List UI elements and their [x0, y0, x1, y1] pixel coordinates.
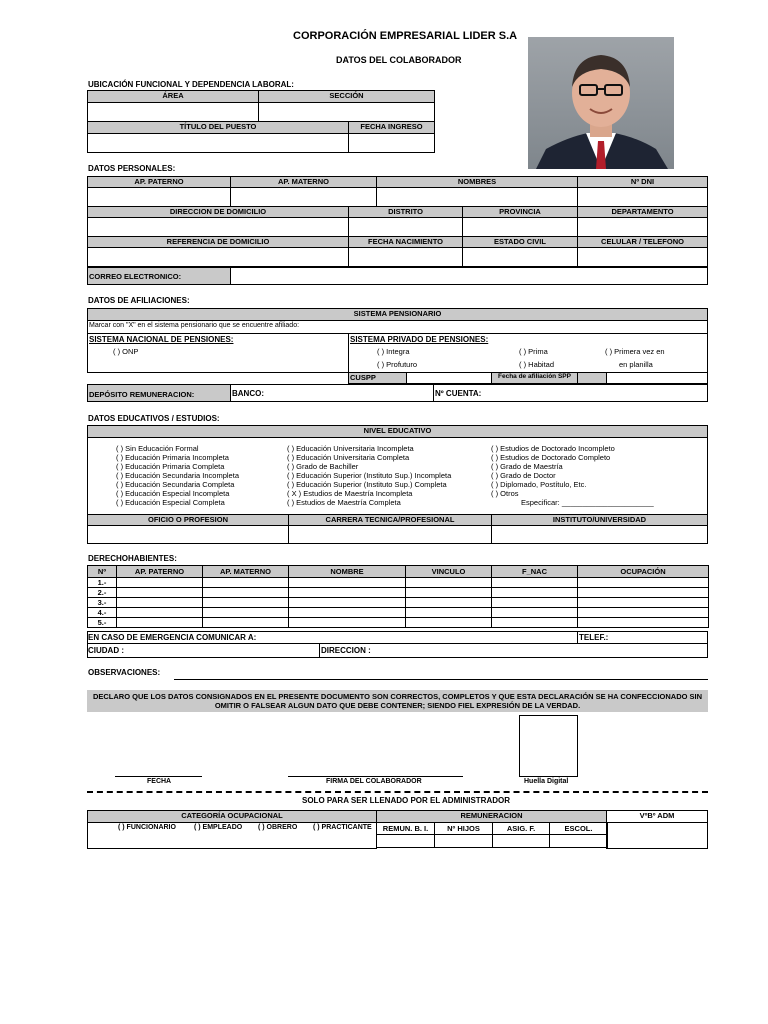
section-afiliaciones: DATOS DE AFILIACIONES:	[88, 296, 190, 305]
celular-input[interactable]	[577, 247, 708, 267]
cut-line	[87, 791, 708, 793]
rem-col: ESCOL.	[550, 823, 608, 835]
edu-option-selected[interactable]: ( X ) Estudios de Maestría Incompleta	[287, 489, 413, 498]
option-empleado[interactable]: ( ) EMPLEADO	[194, 824, 243, 831]
vb-adm-input[interactable]	[606, 822, 708, 849]
direccion-input[interactable]	[87, 217, 349, 237]
label-fecha: FECHA	[147, 778, 172, 785]
carrera-input[interactable]	[288, 525, 492, 544]
titulo-puesto-input[interactable]	[87, 133, 349, 153]
oficio-input[interactable]	[87, 525, 289, 544]
header-instituto: INSTITUTO/UNIVERSIDAD	[491, 514, 708, 526]
option-practicante[interactable]: ( ) PRACTICANTE	[313, 824, 372, 831]
header-dni: Nº DNI	[577, 176, 708, 188]
header-titulo-puesto: TÍTULO DEL PUESTO	[87, 121, 349, 134]
rem-col: Nº HIJOS	[435, 823, 493, 835]
instituto-input[interactable]	[491, 525, 708, 544]
option-obrero[interactable]: ( ) OBRERO	[258, 824, 298, 831]
header-ap-paterno: AP. PATERNO	[87, 176, 231, 188]
table-cell[interactable]	[289, 598, 406, 608]
table-cell[interactable]	[492, 618, 578, 628]
table-cell[interactable]	[117, 608, 203, 618]
table-cell[interactable]	[203, 578, 289, 588]
header-vb-adm: VºBº ADM	[606, 810, 708, 823]
rem-col: REMUN. B. I.	[377, 823, 435, 835]
fecha-spp-input[interactable]	[606, 372, 708, 384]
table-cell[interactable]	[578, 608, 709, 618]
table-row	[88, 608, 709, 618]
rem-cell[interactable]	[435, 835, 493, 848]
edu-option[interactable]: ( ) Educación Universitaria Incompleta	[287, 444, 414, 453]
edu-option[interactable]: ( ) Educación Especial Incompleta	[116, 489, 230, 498]
rem-cell[interactable]	[550, 835, 608, 848]
row-number: 4.-	[88, 608, 117, 618]
row-number: 2.-	[88, 588, 117, 598]
edu-option[interactable]: ( ) Educación Primaria Completa	[116, 462, 225, 471]
label-emergencia: EN CASO DE EMERGENCIA COMUNICAR A:	[88, 633, 257, 642]
option-onp[interactable]: ( ) ONP	[113, 347, 139, 356]
option-prima[interactable]: ( ) Prima	[519, 347, 548, 356]
edu-option[interactable]: ( ) Educación Superior (Instituto Sup.) Completa	[287, 480, 447, 489]
table-cell[interactable]	[406, 578, 492, 588]
table-cell[interactable]	[289, 608, 406, 618]
header-referencia: REFERENCIA DE DOMICILIO	[87, 236, 349, 248]
departamento-input[interactable]	[577, 217, 708, 237]
header-distrito: DISTRITO	[348, 206, 463, 218]
table-cell[interactable]	[289, 588, 406, 598]
table-cell[interactable]	[117, 578, 203, 588]
edu-option[interactable]: ( ) Estudios de Doctorado Completo	[491, 453, 611, 462]
nombres-input[interactable]	[376, 187, 578, 207]
table-cell[interactable]	[203, 588, 289, 598]
especificar-field[interactable]: Especificar: ______________________	[521, 498, 654, 507]
table-cell[interactable]	[406, 588, 492, 598]
header-area: ÁREA	[87, 90, 259, 103]
firma-line[interactable]	[288, 776, 463, 777]
seccion-input[interactable]	[258, 102, 435, 122]
company-name: CORPORACIÓN EMPRESARIAL LIDER S.A	[293, 30, 518, 42]
edu-option[interactable]: ( ) Otros	[491, 489, 519, 498]
section-derechohabientes: DERECHOHABIENTES:	[88, 554, 177, 563]
table-cell[interactable]	[492, 578, 578, 588]
distrito-input[interactable]	[348, 217, 463, 237]
table-cell[interactable]	[492, 598, 578, 608]
label-deposito: DEPÓSITO REMUNERACION:	[87, 384, 231, 402]
option-funcionario[interactable]: ( ) FUNCIONARIO	[118, 824, 176, 831]
edu-option[interactable]: ( ) Estudios de Doctorado Incompleto	[491, 444, 615, 453]
section-ubicacion: UBICACIÓN FUNCIONAL Y DEPENDENCIA LABORAL:	[88, 80, 294, 89]
label-huella: Huella Digital	[524, 778, 569, 785]
observaciones-line[interactable]	[174, 679, 708, 680]
ap-materno-input[interactable]	[230, 187, 377, 207]
admin-title: SOLO PARA SER LLENADO POR EL ADMINISTRADOR	[302, 796, 511, 805]
header-direccion: DIRECCION DE DOMICILIO	[87, 206, 349, 218]
table-row	[88, 618, 709, 628]
dni-input[interactable]	[577, 187, 708, 207]
edu-col2	[287, 444, 451, 507]
table-cell[interactable]	[578, 588, 709, 598]
table-cell[interactable]	[578, 618, 709, 628]
label-firma: FIRMA DEL COLABORADOR	[326, 778, 422, 785]
table-cell[interactable]	[117, 618, 203, 628]
col-header: F_NAC	[492, 566, 578, 578]
direccion-emergencia-input[interactable]	[319, 643, 708, 658]
edu-option[interactable]: ( ) Grado de Maestría	[491, 462, 563, 471]
header-provincia: PROVINCIA	[462, 206, 578, 218]
edu-option[interactable]: ( ) Estudios de Maestría Completa	[287, 498, 401, 507]
label-direccion: DIRECCION :	[321, 646, 371, 655]
label-cuspp: CUSPP	[348, 372, 407, 384]
spp-label: SISTEMA PRIVADO DE PENSIONES:	[350, 335, 489, 344]
header-nivel-educativo: NIVEL EDUCATIVO	[87, 425, 708, 438]
header-sistema-pensionario: SISTEMA PENSIONARIO	[87, 308, 708, 321]
label-telef: TELEF.:	[579, 633, 609, 642]
table-row	[88, 588, 709, 598]
option-integra[interactable]: ( ) Integra	[377, 347, 410, 356]
label-ciudad: CIUDAD :	[88, 646, 124, 655]
table-cell[interactable]	[203, 618, 289, 628]
edu-col3	[491, 444, 615, 498]
edu-option[interactable]: ( ) Educación Superior (Instituto Sup.) Incompleta	[287, 471, 452, 480]
col-header: OCUPACIÓN	[578, 566, 709, 578]
header-celular: CELULAR / TELEFONO	[577, 236, 708, 248]
table-cell[interactable]	[117, 588, 203, 598]
col-header: NOMBRE	[289, 566, 406, 578]
table-row	[88, 598, 709, 608]
col-header: AP. PATERNO	[117, 566, 203, 578]
label-banco: BANCO:	[232, 389, 264, 398]
provincia-input[interactable]	[462, 217, 578, 237]
rem-cell[interactable]	[493, 835, 550, 848]
edu-option[interactable]: ( ) Educación Secundaria Incompleta	[116, 471, 239, 480]
header-nombres: NOMBRES	[376, 176, 578, 188]
table-cell[interactable]	[406, 618, 492, 628]
instruccion-text: Marcar con "X" en el sistema pensionario que se encuentre afiliado:	[89, 322, 300, 329]
header-ap-materno: AP. MATERNO	[230, 176, 377, 188]
table-row	[88, 578, 709, 588]
option-habitad[interactable]: ( ) Habitad	[519, 360, 555, 369]
row-number: 5.-	[88, 618, 117, 628]
edu-option[interactable]: ( ) Sin Educación Formal	[116, 444, 199, 453]
row-number: 3.-	[88, 598, 117, 608]
snp-label: SISTEMA NACIONAL DE PENSIONES:	[89, 335, 234, 344]
table-cell[interactable]	[203, 608, 289, 618]
edu-option[interactable]: ( ) Grado de Bachiller	[287, 462, 359, 471]
header-carrera: CARRERA TECNICA/PROFESIONAL	[288, 514, 492, 526]
fecha-spp-shade	[577, 372, 607, 384]
table-cell[interactable]	[578, 598, 709, 608]
header-departamento: DEPARTAMENTO	[577, 206, 708, 218]
fecha-line[interactable]	[115, 776, 202, 777]
employee-photo	[528, 37, 674, 169]
col-header: AP. MATERNO	[203, 566, 289, 578]
rem-col: ASIG. F.	[493, 823, 550, 835]
header-oficio: OFICIO O PROFESION	[87, 514, 289, 526]
referencia-input[interactable]	[87, 247, 349, 267]
declaracion-text: DECLARO QUE LOS DATOS CONSIGNADOS EN EL PRESENTE DOCUMENTO SON CORRECTOS, COMPLETOS Y QUE ESTA DECLARACIÓN SE HA CONFECCIONADO SIN OMITIR O FALSEAR ALGUN DATO QUE DEBE CONTENER; SIENDO FIEL EXPRESIÓN DE LA VERDAD.	[87, 690, 708, 712]
table-cell[interactable]	[578, 578, 709, 588]
cuspp-input[interactable]	[406, 372, 492, 384]
header-remuneracion: REMUNERACION	[376, 810, 607, 823]
header-fecha-nacimiento: FECHA NACIMIENTO	[348, 236, 463, 248]
label-correo: CORREO ELECTRONICO:	[87, 267, 231, 285]
fecha-nacimiento-input[interactable]	[348, 247, 463, 267]
edu-col1	[116, 444, 239, 507]
remuneracion-table	[376, 822, 608, 848]
row-number: 1.-	[88, 578, 117, 588]
section-educativos: DATOS EDUCATIVOS / ESTUDIOS:	[88, 414, 220, 423]
fecha-ingreso-input[interactable]	[348, 133, 435, 153]
correo-input[interactable]	[230, 267, 708, 285]
edu-option[interactable]: ( ) Educación Especial Completa	[116, 498, 225, 507]
table-cell[interactable]	[406, 598, 492, 608]
table-cell[interactable]	[492, 588, 578, 598]
derechohabientes-table	[87, 565, 709, 628]
label-observaciones: OBSERVACIONES:	[88, 668, 161, 677]
edu-option[interactable]: ( ) Educación Secundaria Completa	[116, 480, 235, 489]
primera-vez-cont: en planilla	[619, 360, 653, 369]
col-header: Nº	[88, 566, 117, 578]
estado-civil-input[interactable]	[462, 247, 578, 267]
header-fecha-ingreso: FECHA INGRESO	[348, 121, 435, 134]
edu-option[interactable]: ( ) Educación Primaria Incompleta	[116, 453, 229, 462]
area-input[interactable]	[87, 102, 259, 122]
option-profuturo[interactable]: ( ) Profuturo	[377, 360, 418, 369]
label-cuenta: Nº CUENTA:	[435, 389, 482, 398]
form-title: DATOS DEL COLABORADOR	[336, 55, 462, 65]
table-cell[interactable]	[117, 598, 203, 608]
huella-box[interactable]	[519, 715, 578, 777]
table-cell[interactable]	[289, 618, 406, 628]
ap-paterno-input[interactable]	[87, 187, 231, 207]
edu-option[interactable]: ( ) Grado de Doctor	[491, 471, 556, 480]
header-seccion: SECCIÓN	[258, 90, 435, 103]
table-cell[interactable]	[492, 608, 578, 618]
section-personales: DATOS PERSONALES:	[88, 164, 176, 173]
col-header: VINCULO	[406, 566, 492, 578]
edu-option[interactable]: ( ) Diplomado, Postítulo, Etc.	[491, 480, 587, 489]
header-estado-civil: ESTADO CIVIL	[462, 236, 578, 248]
option-primera-vez[interactable]: ( ) Primera vez en	[605, 347, 665, 356]
table-cell[interactable]	[406, 608, 492, 618]
table-cell[interactable]	[289, 578, 406, 588]
header-categoria: CATEGORÍA OCUPACIONAL	[87, 810, 377, 823]
label-fecha-spp: Fecha de afiliación SPP	[491, 372, 578, 384]
edu-option[interactable]: ( ) Educación Universitaria Completa	[287, 453, 410, 462]
table-cell[interactable]	[203, 598, 289, 608]
rem-cell[interactable]	[377, 835, 435, 848]
